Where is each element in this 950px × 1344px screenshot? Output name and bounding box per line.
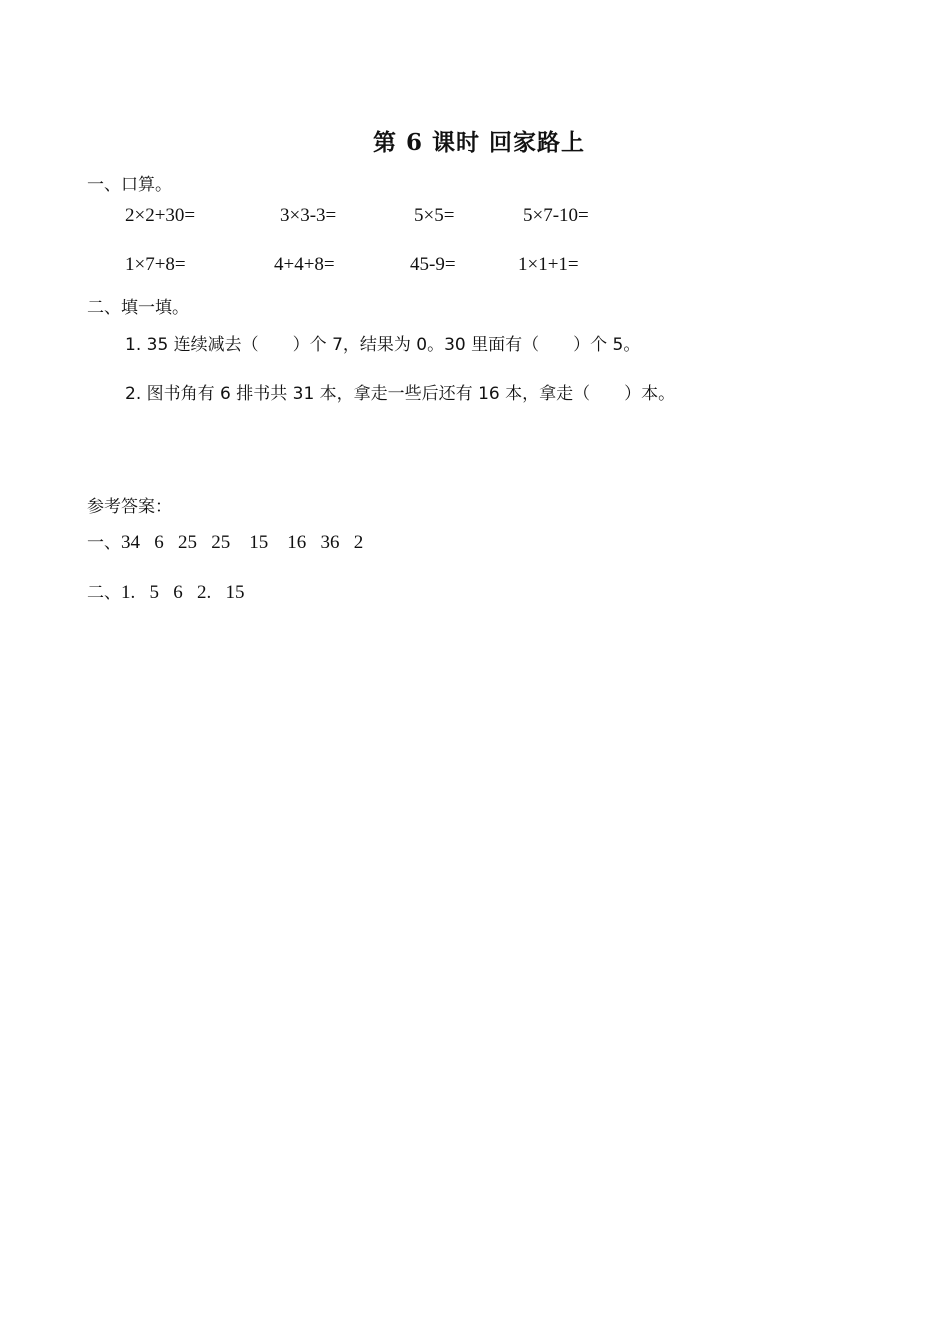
page-title: 第 6 课时 回家路上	[372, 129, 586, 156]
mental-math-item: 2×2+30=	[125, 205, 196, 226]
answer-line-1-values: 34 6 25 25 15 16 36 2	[121, 532, 364, 553]
section-1-heading: 一、口算。	[87, 175, 172, 195]
mental-math-item: 4+4+8=	[274, 254, 335, 275]
mental-math-item: 45-9=	[410, 254, 456, 275]
mental-math-item: 5×7-10=	[523, 205, 589, 226]
answer-line-2-prefix: 二、	[87, 583, 121, 603]
answer-line-1	[87, 528, 363, 554]
section-2-heading: 二、填一填。	[87, 298, 189, 318]
mental-math-item: 1×1+1=	[518, 254, 579, 275]
answer-line-1-prefix: 一、	[87, 533, 121, 553]
fill-question-2: 2. 图书角有 6 排书共 31 本，拿走一些后还有 16 本，拿走（ ）本。	[125, 384, 676, 404]
fill-question-1: 1. 35 连续减去（ ）个 7，结果为 0。30 里面有（ ）个 5。	[125, 335, 641, 355]
answer-key-heading: 参考答案：	[87, 497, 172, 517]
answer-line-2	[87, 578, 245, 604]
mental-math-item: 1×7+8=	[125, 254, 186, 275]
answer-line-2-values: 1. 5 6 2. 15	[121, 582, 245, 603]
mental-math-item: 3×3-3=	[280, 205, 337, 226]
mental-math-item: 5×5=	[414, 205, 455, 226]
